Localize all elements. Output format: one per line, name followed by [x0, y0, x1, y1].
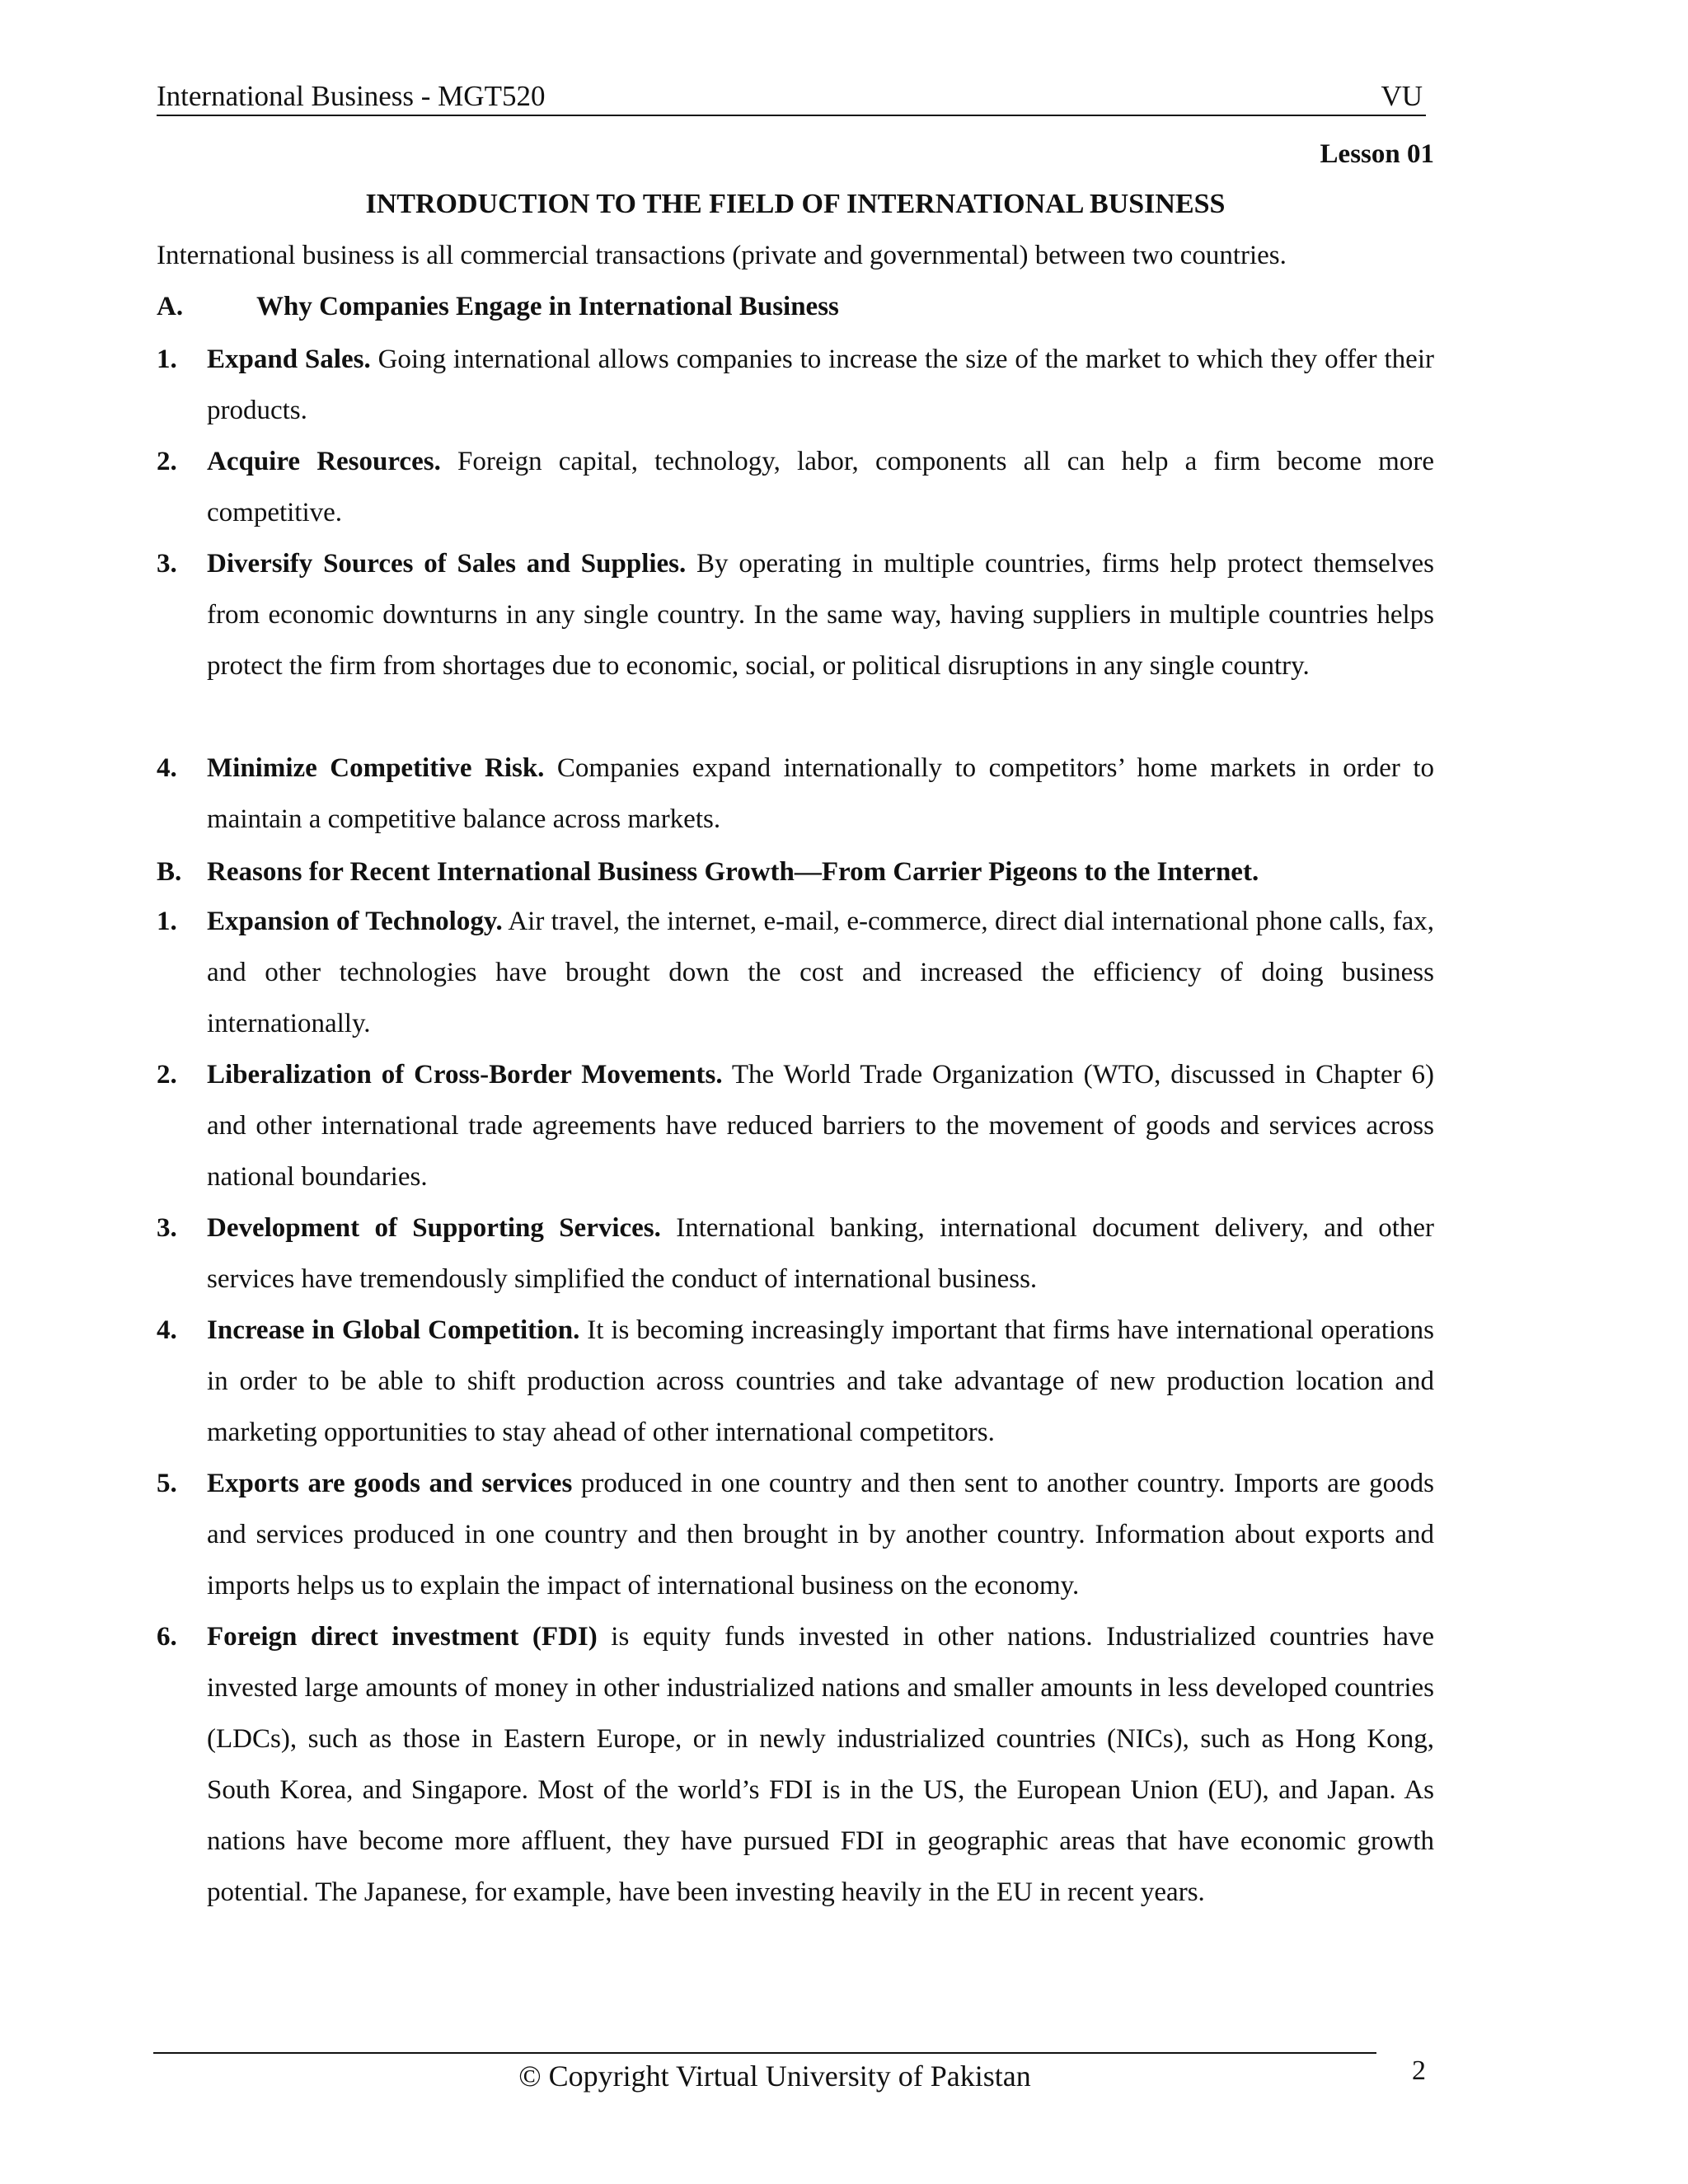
item-number: 6. [157, 1622, 177, 1652]
item-body [207, 1049, 1434, 1202]
footer-divider [153, 2052, 1376, 2054]
item-text: Going international allows companies to increase the size of the market to which they offer their products. [207, 344, 1434, 425]
item-body [207, 743, 1434, 845]
section-heading-text: Reasons for Recent International Business Growth—From Carrier Pigeons to the Internet. [207, 857, 1259, 887]
item-number: 1. [157, 907, 177, 936]
item-text: Air travel, the internet, e-mail, e-commerce, direct dial international phone calls, fax, and other technologies have brought down the cost and increased the efficiency of doing business internationally. [207, 907, 1434, 1038]
item-heading: Expand Sales. [207, 344, 371, 374]
item-heading: Diversify Sources of Sales and Supplies. [207, 549, 687, 579]
item-number: 3. [157, 1213, 177, 1243]
item-heading: Acquire Resources. [207, 447, 441, 476]
item-number: 1. [157, 344, 177, 374]
item-heading: Expansion of Technology. [207, 907, 503, 936]
item-heading: Development of Supporting Services. [207, 1213, 661, 1243]
page-header [157, 78, 1426, 116]
institution-abbrev: VU [1381, 80, 1423, 112]
item-number: 4. [157, 753, 177, 783]
item-text: The World Trade Organization (WTO, discussed in Chapter 6) and other international trade agreements have reduced barriers to the movement of goods and services across national boundaries. [207, 1060, 1434, 1192]
item-body [207, 1611, 1434, 1918]
item-body [207, 1458, 1434, 1611]
item-heading: Minimize Competitive Risk. [207, 753, 545, 783]
section-letter: B. [157, 857, 182, 887]
section-letter: A. [157, 292, 184, 321]
course-title: International Business - MGT520 [157, 80, 546, 112]
page-number: 2 [1412, 2055, 1426, 2086]
item-text: By operating in multiple countries, firms help protect themselves from economic downturns in any single country. In the same way, having suppliers in multiple countries helps protect the firm from shortages due to economic, social, or political disruptions in any single country. [207, 549, 1434, 681]
item-heading: Exports are goods and services [207, 1469, 573, 1498]
item-body [207, 1202, 1434, 1305]
item-number: 2. [157, 1060, 177, 1090]
item-text: International banking, international document delivery, and other services have tremendously simplified the conduct of international business. [207, 1213, 1434, 1294]
page-title: INTRODUCTION TO THE FIELD OF INTERNATIONAL BUSINESS [365, 189, 1226, 219]
item-body [207, 436, 1434, 538]
item-body [207, 896, 1434, 1049]
item-body [207, 1305, 1434, 1458]
item-heading: Foreign direct investment (FDI) [207, 1622, 598, 1652]
item-number: 2. [157, 447, 177, 476]
item-text: It is becoming increasingly important that firms have international operations in order to be able to shift production across countries and take advantage of new production location and marketing opportunities to stay ahead of other international competitors. [207, 1315, 1434, 1447]
lesson-label: Lesson 01 [1320, 139, 1434, 169]
item-text: produced in one country and then sent to another country. Imports are goods and services produced in one country and then brought in by another country. Information about exports and imports helps us to explain the impact of international business on the economy. [207, 1469, 1435, 1601]
item-heading: Increase in Global Competition. [207, 1315, 580, 1345]
item-number: 3. [157, 549, 177, 579]
footer-copyright: © Copyright Virtual University of Pakistan [518, 2060, 1031, 2093]
item-body [207, 538, 1434, 691]
intro-paragraph: International business is all commercial transactions (private and governmental) between two countries. [157, 241, 1287, 270]
item-body [207, 334, 1434, 436]
item-heading: Liberalization of Cross-Border Movements. [207, 1060, 723, 1090]
item-number: 4. [157, 1315, 177, 1345]
item-text: Companies expand internationally to competitors’ home markets in order to maintain a competitive balance across markets. [207, 753, 1434, 834]
item-number: 5. [157, 1469, 177, 1498]
section-heading-text: Why Companies Engage in International Business [256, 292, 839, 321]
item-text: Foreign capital, technology, labor, components all can help a firm become more competitive. [207, 447, 1434, 527]
item-text: is equity funds invested in other nations. Industrialized countries have invested large amounts of money in other industrialized nations and smaller amounts in less developed countries (LDCs), such as those in Eastern Europe, or in newly industrialized countries (NICs), such as Hong Kong, South Korea, and Singapore. Most of the world’s FDI is in the US, the European Union (EU), and Japan. As nations have become more affluent, they have pursued FDI in geographic areas that have economic growth potential. The Japanese, for example, have been investing heavily in the EU in recent years. [207, 1622, 1434, 1907]
